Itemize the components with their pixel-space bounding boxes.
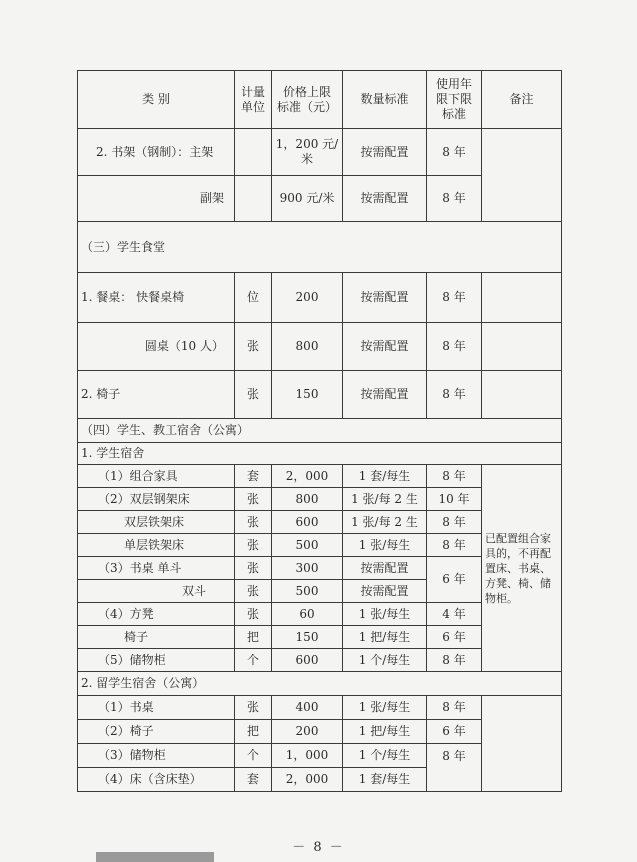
row-remark — [482, 273, 562, 323]
row-quantity: 按需配置 — [343, 371, 427, 419]
row-quantity: 按需配置 — [343, 580, 427, 603]
header-category: 类 别 — [78, 71, 235, 129]
row-quantity: 1 张/每生 — [343, 534, 427, 557]
row-label: 1. 餐桌： 快餐桌椅 — [78, 273, 235, 323]
row-label: （3）书桌 单斗 — [78, 557, 235, 580]
row-unit: 张 — [235, 323, 272, 371]
page-number: － 8 － — [292, 840, 345, 855]
bottom-scan-bar — [96, 852, 214, 862]
row-life: 6 年 — [427, 557, 482, 603]
row-life: 10 年 — [427, 488, 482, 511]
row-quantity: 按需配置 — [343, 176, 427, 222]
row-quantity: 1 个/每生 — [343, 744, 427, 768]
row-price: 1，000 — [272, 744, 343, 768]
row-price: 2，000 — [272, 768, 343, 792]
subsection-row — [78, 443, 562, 465]
row-life: 8 年 — [427, 273, 482, 323]
row-unit: 张 — [235, 511, 272, 534]
row-price: 60 — [272, 603, 343, 626]
row-life: 8 年 — [427, 649, 482, 672]
row-label: （3）储物柜 — [78, 744, 235, 768]
row-label: （1）组合家具 — [78, 465, 235, 488]
row-label: （2）双层钢架床 — [78, 488, 235, 511]
row-label: 双层铁架床 — [78, 511, 235, 534]
row-quantity: 1 套/每生 — [343, 465, 427, 488]
row-life: 4 年 — [427, 603, 482, 626]
row-unit: 张 — [235, 580, 272, 603]
row-unit: 个 — [235, 744, 272, 768]
row-unit: 张 — [235, 534, 272, 557]
row-price: 300 — [272, 557, 343, 580]
row-quantity: 1 张/每生 — [343, 696, 427, 720]
table-row — [78, 273, 562, 323]
row-label: 圆桌（10 人） — [78, 323, 235, 371]
row-label: 2. 书架（钢制）：主架 — [78, 129, 235, 176]
row-price: 200 — [272, 720, 343, 744]
row-quantity: 按需配置 — [343, 323, 427, 371]
row-quantity: 1 张/每 2 生 — [343, 511, 427, 534]
table-row — [78, 323, 562, 371]
row-life: 8 年 — [427, 696, 482, 720]
row-price: 150 — [272, 371, 343, 419]
row-quantity: 1 套/每生 — [343, 768, 427, 792]
row-life: 6 年 — [427, 720, 482, 744]
row-label: 2. 椅子 — [78, 371, 235, 419]
row-unit: 把 — [235, 626, 272, 649]
row-life: 8 年 — [427, 534, 482, 557]
table-row — [78, 465, 562, 488]
row-price: 800 — [272, 323, 343, 371]
row-label: 椅子 — [78, 626, 235, 649]
row-life: 8 年 — [427, 371, 482, 419]
row-price: 800 — [272, 488, 343, 511]
section-row — [78, 419, 562, 443]
section-title-dorm: （四）学生、教工宿舍（公寓） — [78, 419, 562, 443]
dorm-remark: 已配置组合家具的，不再配置床、书桌、方凳、椅、储物柜。 — [482, 465, 562, 672]
row-unit: 张 — [235, 603, 272, 626]
header-life: 使用年 限下限 标准 — [427, 71, 482, 129]
row-label: 单层铁架床 — [78, 534, 235, 557]
row-label: （1）书桌 — [78, 696, 235, 720]
row-quantity: 1 把/每生 — [343, 720, 427, 744]
row-life: 6 年 — [427, 626, 482, 649]
header-unit: 计量 单位 — [235, 71, 272, 129]
row-remark — [482, 371, 562, 419]
row-price: 2，000 — [272, 465, 343, 488]
row-price: 900 元/米 — [272, 176, 343, 222]
row-label: （2）椅子 — [78, 720, 235, 744]
header-quantity: 数量标准 — [343, 71, 427, 129]
row-life: 8 年 — [427, 465, 482, 488]
row-unit: 张 — [235, 557, 272, 580]
row-label: 双斗 — [78, 580, 235, 603]
row-life: 8 年 — [427, 176, 482, 222]
row-price: 200 — [272, 273, 343, 323]
row-price: 1，200 元/ 米 — [272, 129, 343, 176]
row-quantity: 1 张/每 2 生 — [343, 488, 427, 511]
row-unit: 张 — [235, 488, 272, 511]
row-label: （5）储物柜 — [78, 649, 235, 672]
table-row — [78, 129, 562, 176]
table-header-row — [78, 71, 562, 129]
row-price: 500 — [272, 534, 343, 557]
row-remark — [482, 129, 562, 222]
row-life: 8 年 — [427, 511, 482, 534]
row-unit — [235, 176, 272, 222]
section-title-canteen: （三）学生食堂 — [78, 222, 562, 273]
row-quantity: 按需配置 — [343, 273, 427, 323]
row-label: （4）方凳 — [78, 603, 235, 626]
row-unit: 套 — [235, 465, 272, 488]
row-quantity: 1 个/每生 — [343, 649, 427, 672]
row-quantity: 按需配置 — [343, 129, 427, 176]
row-unit: 套 — [235, 768, 272, 792]
subsection-title-intl: 2. 留学生宿舍（公寓） — [78, 672, 562, 696]
row-label: 副架 — [78, 176, 235, 222]
table-row — [78, 696, 562, 720]
row-label: （4）床（含床垫） — [78, 768, 235, 792]
row-quantity: 1 张/每生 — [343, 603, 427, 626]
row-unit: 张 — [235, 371, 272, 419]
header-price: 价格上限 标准（元） — [272, 71, 343, 129]
row-unit — [235, 129, 272, 176]
row-price: 600 — [272, 511, 343, 534]
row-unit: 张 — [235, 696, 272, 720]
row-remark — [482, 323, 562, 371]
intl-remark — [482, 696, 562, 792]
row-life: 8 年 — [427, 744, 482, 792]
section-row — [78, 222, 562, 273]
row-price: 150 — [272, 626, 343, 649]
row-price: 500 — [272, 580, 343, 603]
subsection-row — [78, 672, 562, 696]
row-unit: 把 — [235, 720, 272, 744]
row-quantity: 按需配置 — [343, 557, 427, 580]
header-remark: 备注 — [482, 71, 562, 129]
row-price: 600 — [272, 649, 343, 672]
row-unit: 位 — [235, 273, 272, 323]
row-price: 400 — [272, 696, 343, 720]
subsection-title-student: 1. 学生宿舍 — [78, 443, 562, 465]
row-life: 8 年 — [427, 323, 482, 371]
row-unit: 个 — [235, 649, 272, 672]
table-row — [78, 371, 562, 419]
furniture-standards-table — [77, 70, 562, 792]
row-quantity: 1 把/每生 — [343, 626, 427, 649]
row-life: 8 年 — [427, 129, 482, 176]
